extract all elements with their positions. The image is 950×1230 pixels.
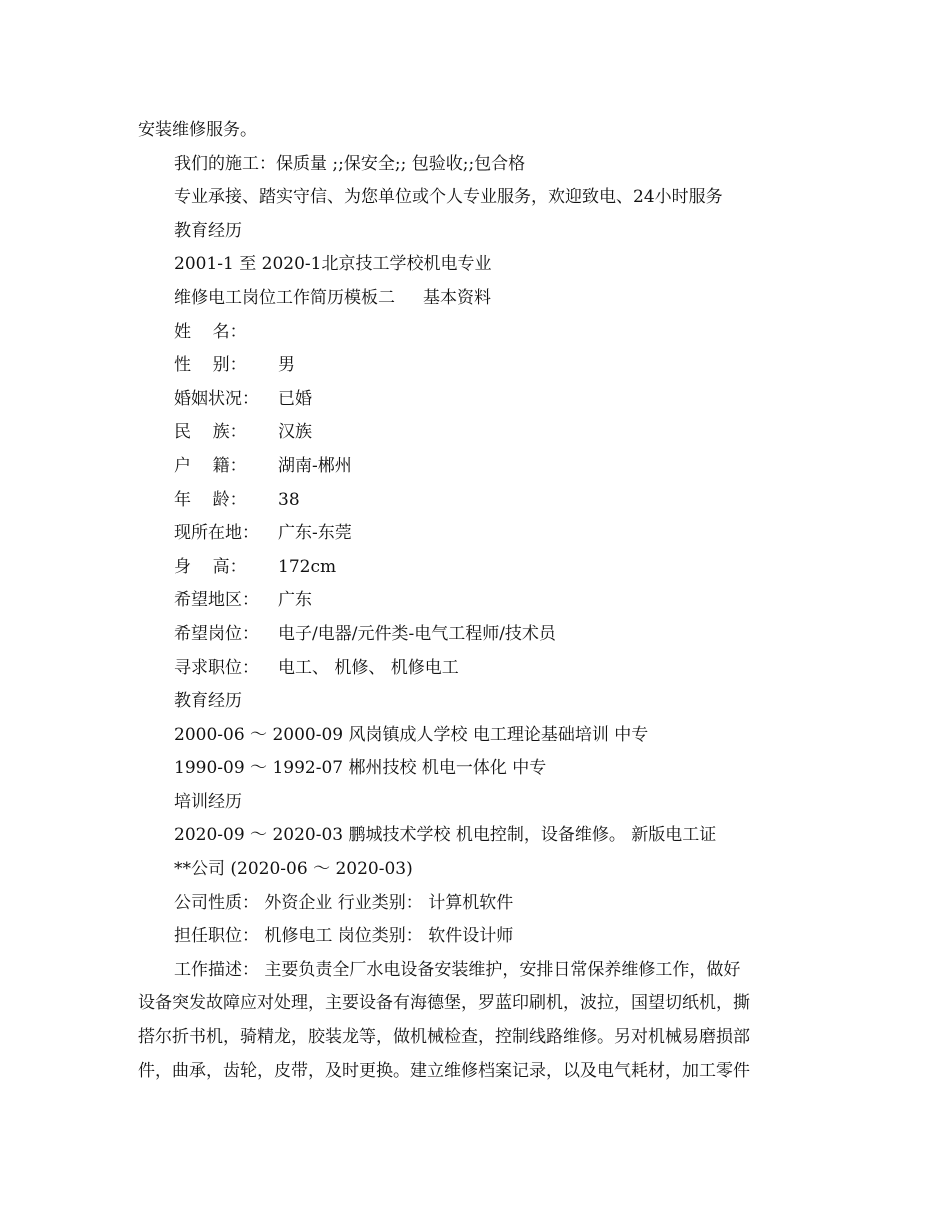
document-body [138, 114, 814, 1088]
section-heading: 培训经历 [174, 791, 242, 812]
field-value: 已婚 [278, 388, 312, 409]
field-row [138, 383, 814, 417]
field-label: 希望岗位： [174, 623, 259, 644]
field-value: 172cm [278, 556, 337, 577]
work-description-line: 搭尔折书机，骑精龙，胶装龙等，做机械检查，控制线路维修。另对机械易磨损部 [138, 1027, 750, 1048]
education-entry: 1990-09 ～ 1992-07 郴州技校 机电一体化 中专 [174, 758, 547, 779]
field-row [138, 349, 814, 383]
section-heading: 教育经历 [174, 220, 242, 241]
text-line: 专业承接、踏实守信、为您单位或个人专业服务，欢迎致电、24小时服务 [174, 187, 723, 208]
field-label: 姓 名： [174, 321, 247, 342]
field-label: 身 高： [174, 556, 247, 577]
basic-info-heading: 基本资料 [423, 287, 491, 308]
field-label: 婚姻状况： [174, 388, 259, 409]
field-label: 性 别： [174, 355, 247, 376]
text-line: 我们的施工：保质量 ;;保安全;; 包验收;;包合格 [174, 153, 526, 174]
work-description-line: 设备突发故障应对处理，主要设备有海德堡，罗蓝印刷机，波拉，国望切纸机，撕 [138, 993, 750, 1014]
position-line: 担任职位： 机修电工 岗位类别： 软件设计师 [174, 926, 514, 947]
template-title: 维修电工岗位工作简历模板二 [174, 287, 395, 308]
field-row [138, 484, 814, 518]
field-value: 38 [278, 489, 300, 510]
field-label: 年 龄： [174, 489, 247, 510]
field-label: 现所在地： [174, 523, 259, 544]
work-description-line: 件，曲承，齿轮，皮带，及时更换。建立维修档案记录，以及电气耗材，加工零件 [138, 1060, 750, 1081]
field-value: 汉族 [278, 422, 312, 443]
field-value: 电工、 机修、 机修电工 [278, 657, 459, 678]
field-row [138, 517, 814, 551]
field-value: 男 [278, 355, 295, 376]
field-row [138, 416, 814, 450]
company-line: **公司 (2020-06 ～ 2020-03) [174, 859, 413, 880]
work-description-line: 工作描述： 主要负责全厂水电设备安装维护，安排日常保养维修工作，做好 [174, 959, 741, 980]
field-value: 广东-东莞 [278, 523, 352, 544]
field-row [138, 584, 814, 618]
field-row [138, 450, 814, 484]
field-value: 电子/电器/元件类-电气工程师/技术员 [278, 623, 556, 644]
field-row [138, 618, 814, 652]
template-title-line [138, 282, 814, 316]
text-line: 安装维修服务。 [138, 120, 257, 140]
field-value: 湖南-郴州 [278, 455, 352, 476]
field-label: 民 族： [174, 422, 247, 443]
field-row [138, 551, 814, 585]
field-label: 寻求职位： [174, 657, 259, 678]
field-label: 希望地区： [174, 590, 259, 611]
field-row [138, 316, 814, 350]
education-entry: 2000-06 ～ 2000-09 风岗镇成人学校 电工理论基础培训 中专 [174, 724, 649, 745]
company-nature-line: 公司性质： 外资企业 行业类别： 计算机软件 [174, 892, 514, 913]
text-line: 2001-1 至 2020-1北京技工学校机电专业 [174, 254, 492, 275]
training-entry: 2020-09 ～ 2020-03 鹏城技术学校 机电控制，设备维修。 新版电工证 [174, 825, 717, 846]
field-label: 户 籍： [174, 455, 247, 476]
field-value: 广东 [278, 590, 312, 611]
field-row [138, 652, 814, 686]
section-heading: 教育经历 [174, 691, 242, 712]
